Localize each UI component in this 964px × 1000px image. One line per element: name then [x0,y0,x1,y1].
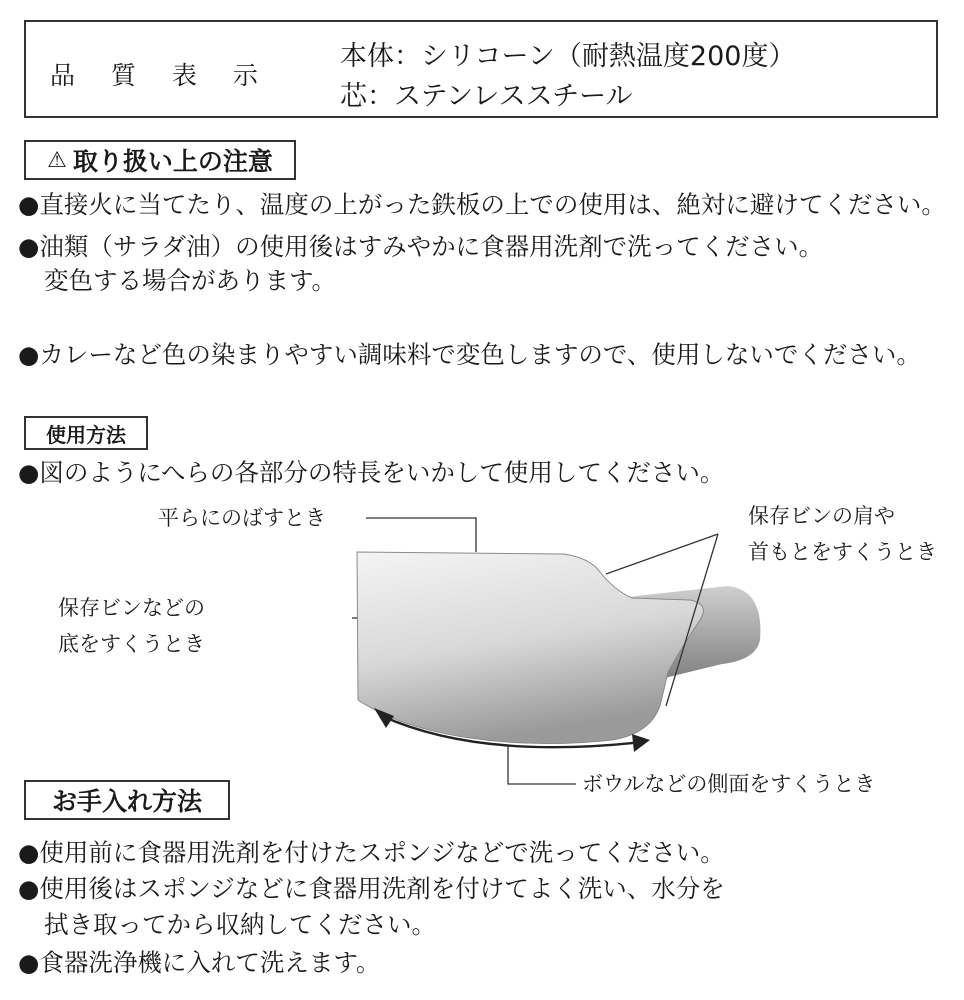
caution-item-3: ●カレーなど色の染まりやすい調味料で変色しますので、使用しないでください。 [18,340,921,369]
care-item-3: ●食器洗浄機に入れて洗えます。 [18,948,381,977]
label-jar-shoulder-2: 首もとをすくうとき [748,540,937,564]
side-arrow [382,716,642,747]
care-item-1: ●使用前に食器用洗剤を付けたスポンジなどで洗ってください。 [18,838,725,867]
side-arrow-head-right [632,734,650,752]
caution-header [24,140,296,180]
label-jar-shoulder-1: 保存ビンの肩や [748,504,895,528]
usage-header: 使用方法 [24,416,148,450]
side-arrow-head-left [374,708,394,728]
care-item-2-cont: 拭き取ってから収納してください。 [44,910,436,939]
caution-item-2: ●油類（サラダ油）の使用後はすみやかに食器用洗剤で洗ってください。 [18,232,824,261]
spatula-blade [357,552,703,744]
caution-header-text: 取り扱い上の注意 [72,147,273,176]
label-flat-spread: 平らにのばすとき [158,506,326,530]
leader-shoulder-2 [666,534,718,706]
care-item-2: ●使用後はスポンジなどに食器用洗剤を付けてよく洗い、水分を [18,874,725,903]
spatula-handle [600,586,760,684]
caution-item-1: ●直接火に当てたり、温度の上がった鉄板の上での使用は、絶対に避けてください。 [18,190,946,219]
label-jar-bottom-2: 底をすくうとき [58,632,205,656]
quality-core-material: 芯：ステンレススチール [340,81,633,112]
leader-flat [366,518,476,552]
care-header: お手入れ方法 [24,780,230,820]
leader-side [508,746,576,784]
quality-body-material: 本体：シリコーン（耐熱温度200度） [340,41,796,72]
quality-label: 品 質 表 示 [50,61,272,90]
usage-item: ●図のようにへらの各部分の特長をいかして使用してください。 [18,458,725,487]
label-jar-bottom-1: 保存ビンなどの [58,596,205,620]
label-bowl-side: ボウルなどの側面をすくうとき [582,772,876,796]
warning-triangle-icon: ⚠ [47,147,67,173]
caution-item-2-cont: 変色する場合があります。 [44,266,337,295]
leader-shoulder-1 [606,534,718,574]
